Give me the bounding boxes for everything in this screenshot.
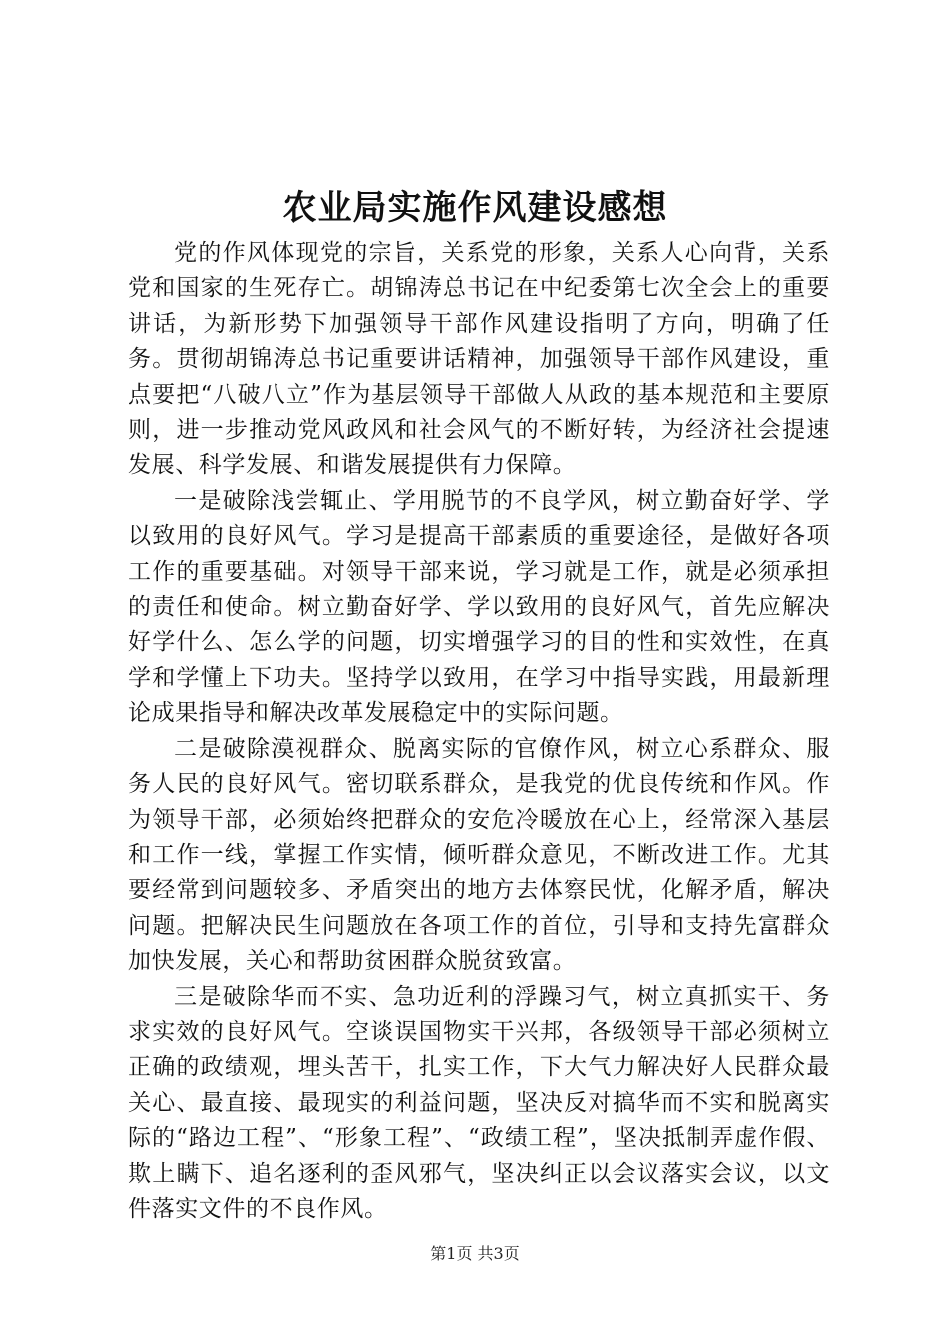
- document-body: [128, 236, 830, 1227]
- paragraph-point-three: 三是破除华而不实、急功近利的浮躁习气，树立真抓实干、务求实效的良好风气。空谈误国物实干兴邦，各级领导干部必须树立正确的政绩观，埋头苦干，扎实工作，下大气力解决好人民群众最关心、最直接、最现实的利益问题，坚决反对搞华而不实和脱离实际的“路边工程”、“形象工程”、“政绩工程”，坚决抵制弄虚作假、欺上瞒下、追名逐利的歪风邪气，坚决纠正以会议落实会议，以文件落实文件的不良作风。: [128, 983, 830, 1222]
- paragraph-point-two: 二是破除漠视群众、脱离实际的官僚作风，树立心系群众、服务人民的良好风气。密切联系群众，是我党的优良传统和作风。作为领导干部，必须始终把群众的安危冷暖放在心上，经常深入基层和工作一线，掌握工作实情，倾听群众意见，不断改进工作。尤其要经常到问题较多、矛盾突出的地方去体察民忧，化解矛盾，解决问题。把解决民生问题放在各项工作的首位，引导和支持先富群众加快发展，关心和帮助贫困群众脱贫致富。: [128, 735, 830, 975]
- page-footer: [0, 1243, 950, 1265]
- paragraph-point-one: 一是破除浅尝辄止、学用脱节的不良学风，树立勤奋好学、学以致用的良好风气。学习是提高干部素质的重要途径，是做好各项工作的重要基础。对领导干部来说，学习就是工作，就是必须承担的责任和使命。树立勤奋好学、学以致用的良好风气，首先应解决好学什么、怎么学的问题，切实增强学习的目的性和实效性，在真学和学懂上下功夫。坚持学以致用，在学习中指导实践，用最新理论成果指导和解决改革发展稳定中的实际问题。: [128, 487, 830, 727]
- paragraph-intro: 党的作风体现党的宗旨，关系党的形象，关系人心向背，关系党和国家的生死存亡。胡锦涛总书记在中纪委第七次全会上的重要讲话，为新形势下加强领导干部作风建设指明了方向，明确了任务。贯彻胡锦涛总书记重要讲话精神，加强领导干部作风建设，重点要把“八破八立”作为基层领导干部做人从政的基本规范和主要原则，进一步推动党风政风和社会风气的不断好转，为经济社会提速发展、科学发展、和谐发展提供有力保障。: [128, 240, 830, 479]
- page-number: 第1页 共3页: [430, 1244, 520, 1263]
- document-title: 农业局实施作风建设感想: [282, 188, 668, 228]
